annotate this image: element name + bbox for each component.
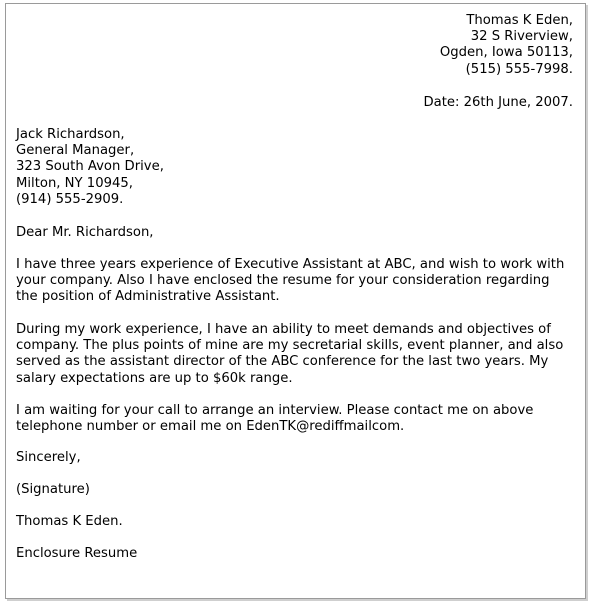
paragraph-line: I am waiting for your call to arrange an interview. Please contact me on above (16, 403, 534, 418)
signer-name: Thomas K Eden. (16, 514, 123, 529)
body-paragraph (16, 403, 576, 435)
paragraph-line: telephone number or email me on EdenTK@rediffmailcom. (16, 419, 405, 435)
recipient-city: Milton, NY 10945, (16, 175, 133, 191)
salutation: Dear Mr. Richardson, (16, 225, 154, 240)
paragraph-line: During my work experience, I have an ability to meet demands and objectives of (16, 322, 551, 337)
body-paragraph (16, 257, 576, 306)
sender-name: Thomas K Eden, (466, 13, 573, 28)
letter-date: Date: 26th June, 2007. (423, 95, 573, 110)
paragraph-line: your company. Also I have enclosed the resume for your consideration regarding (16, 273, 550, 289)
paragraph-line: the position of Administrative Assistant. (16, 289, 280, 305)
paragraph-line: served as the assistant director of the ABC conference for the last two years. My (16, 354, 549, 370)
sender-phone: (515) 555-7998. (465, 61, 573, 77)
recipient-phone: (914) 555-2909. (16, 191, 124, 207)
enclosure-note: Enclosure Resume (16, 546, 138, 561)
paragraph-line: salary expectations are up to $60k range. (16, 370, 293, 386)
signature-placeholder: (Signature) (16, 482, 90, 497)
paragraph-line: I have three years experience of Executive Assistant at ABC, and wish to work with (16, 257, 565, 272)
body-paragraph (16, 322, 576, 387)
closing: Sincerely, (16, 450, 81, 465)
sender-address-block (440, 13, 573, 78)
recipient-title: General Manager, (16, 143, 135, 159)
recipient-name: Jack Richardson, (16, 127, 125, 142)
recipient-address-block (16, 127, 164, 208)
cover-letter (5, 3, 586, 599)
sender-city: Ogden, Iowa 50113, (439, 45, 573, 61)
paragraph-line: company. The plus points of mine are my secretarial skills, event planner, and also (16, 338, 564, 354)
sender-street: 32 S Riverview, (470, 29, 573, 45)
recipient-street: 323 South Avon Drive, (16, 159, 164, 175)
